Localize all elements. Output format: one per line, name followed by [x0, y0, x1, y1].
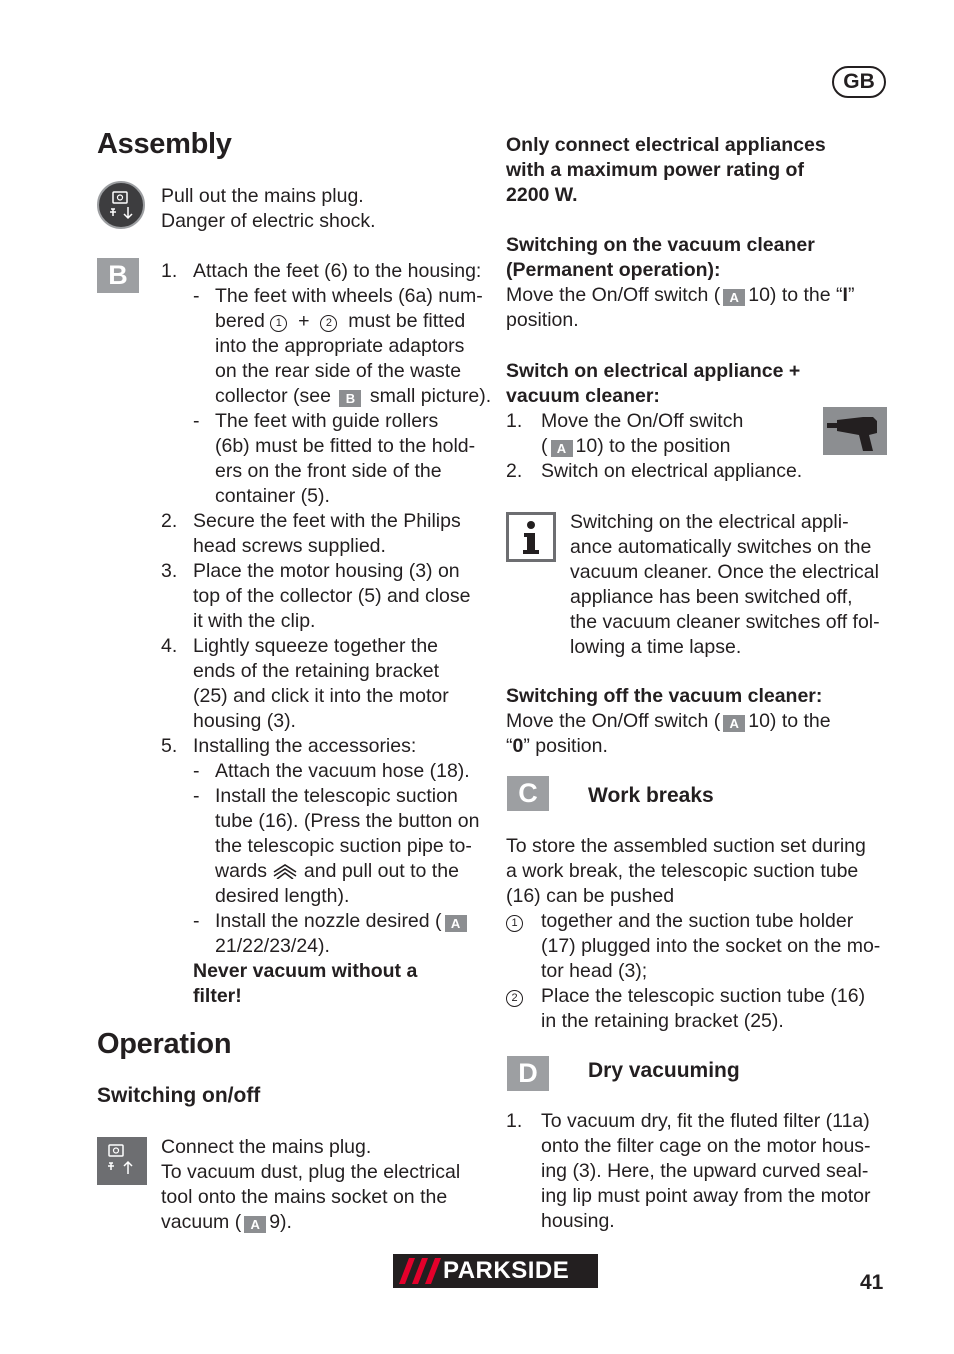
step-1-sub-2	[161, 409, 491, 509]
text-line: Only connect electrical appliances	[506, 134, 826, 156]
text: collector (see	[215, 385, 331, 407]
text-line: Installing the accessories:	[193, 735, 417, 757]
text-line: vacuum cleaner. Once the electrical	[570, 561, 879, 583]
work-breaks-text	[506, 834, 906, 1034]
dry-vacuuming-steps	[506, 1109, 906, 1234]
text-line: Attach the vacuum hose (18).	[215, 760, 470, 782]
text: ” position.	[523, 735, 608, 757]
text-line: Secure the feet with the Philips	[193, 510, 461, 532]
text-line: Place the telescopic suction tube (16)	[541, 985, 866, 1007]
text-line: it with the clip.	[193, 610, 316, 632]
text-line: To vacuum dry, fit the fluted filter (11a)	[541, 1110, 870, 1132]
dash: -	[193, 785, 200, 807]
text-line: Install the telescopic suction	[215, 785, 458, 807]
text: and pull out to the	[303, 860, 459, 882]
dry-step-1	[506, 1109, 906, 1234]
text-line: the vacuum cleaner switches off fol-	[570, 611, 880, 633]
text: +	[298, 310, 310, 332]
subheading: Switching off the vacuum cleaner:	[506, 685, 823, 707]
dash: -	[193, 410, 200, 432]
text: 10) to the	[748, 710, 831, 732]
info-icon	[506, 512, 556, 562]
text-line	[506, 283, 854, 308]
text-line: the telescopic suction pipe to-	[215, 835, 472, 857]
text: ”	[847, 284, 855, 306]
switching-off	[506, 684, 831, 759]
work-breaks-option-2	[506, 984, 906, 1034]
info-note	[570, 510, 880, 660]
step-5-sub-2	[161, 784, 491, 909]
text-line: ends of the retaining bracket	[193, 660, 440, 682]
text-line: a work break, the telescopic suction tube	[506, 860, 859, 882]
text-line: The feet with wheels (6a) num-	[215, 285, 483, 307]
text-line: in the retaining bracket (25).	[541, 1010, 784, 1032]
work-breaks-option-1	[506, 909, 906, 984]
text: (	[541, 435, 548, 457]
text-line: ing lip must point away from the motor	[541, 1185, 871, 1207]
circled-number-1: 1	[506, 915, 523, 932]
dash: -	[193, 910, 200, 932]
step-5-sub-1	[161, 759, 491, 784]
connect-text	[161, 1135, 460, 1235]
assembly-heading: Assembly	[97, 128, 232, 160]
text: 10) to the “	[748, 284, 843, 306]
dry-vacuuming-heading: Dry vacuuming	[588, 1059, 740, 1082]
text-line	[215, 309, 491, 334]
text: Move the On/Off switch (	[506, 284, 721, 306]
text-line: onto the filter cage on the motor hous-	[541, 1135, 871, 1157]
step-1	[161, 259, 491, 284]
drill-icon	[823, 407, 887, 455]
text-line: tool onto the mains socket on the	[161, 1186, 448, 1208]
text-line: Place the motor housing (3) on	[193, 560, 460, 582]
text: bered	[215, 310, 265, 332]
text-line: filter!	[193, 985, 242, 1007]
text-line: (6b) must be fitted to the hold-	[215, 435, 476, 457]
text-line: with a maximum power rating of	[506, 159, 804, 181]
step-number: 1.	[161, 260, 178, 282]
subheading: (Permanent operation):	[506, 259, 721, 281]
text: Install the nozzle desired (	[215, 910, 442, 932]
text-line: housing (3).	[193, 710, 296, 732]
permanent-operation	[506, 233, 854, 333]
text-line: top of the collector (5) and close	[193, 585, 471, 607]
text-line: Switching on the electrical appli-	[570, 511, 849, 533]
text-line: into the appropriate adaptors	[215, 335, 465, 357]
step-5-sub-3	[161, 909, 491, 959]
circled-number-2: 2	[506, 990, 523, 1007]
text-line: on the rear side of the waste	[215, 360, 462, 382]
text-line: (16) can be pushed	[506, 885, 675, 907]
text-line: lowing a time lapse.	[570, 636, 742, 658]
text-line: Never vacuum without a	[193, 960, 418, 982]
text-line: desired length).	[215, 885, 350, 907]
text-line: housing.	[541, 1210, 615, 1232]
unplug-icon	[97, 181, 145, 229]
assembly-steps	[161, 259, 491, 1009]
subheading: Switching on the vacuum cleaner	[506, 234, 815, 256]
figure-ref-a: A	[551, 440, 573, 457]
text-line: tor head (3);	[541, 960, 648, 982]
text: 10) to the position	[575, 435, 731, 457]
text-line	[215, 909, 491, 934]
text: must be fitted	[348, 310, 466, 332]
text-line: To store the assembled suction set during	[506, 835, 866, 857]
text-line: tube (16). (Press the button on	[215, 810, 480, 832]
text-line: ers on the front side of the	[215, 460, 442, 482]
figure-label-b: B	[97, 258, 139, 293]
switching-heading: Switching on/off	[97, 1084, 261, 1107]
text: 9).	[269, 1211, 292, 1233]
figure-label-c: C	[507, 776, 549, 811]
language-badge: GB	[832, 66, 886, 98]
dash: -	[193, 760, 200, 782]
text-line: head screws supplied.	[193, 535, 386, 557]
step-3	[161, 559, 491, 634]
plug-in-icon	[97, 1137, 147, 1185]
text-line: ance automatically switches on the	[570, 536, 872, 558]
text-line	[161, 1210, 460, 1235]
switch-position-on: I	[842, 284, 848, 306]
step-5	[161, 734, 491, 759]
text-line: Lightly squeeze together the	[193, 635, 439, 657]
warning-text	[161, 184, 376, 234]
never-vacuum-warning	[161, 959, 491, 1009]
figure-ref-a: A	[723, 715, 745, 732]
step-number: 1.	[506, 410, 523, 432]
figure-ref-b: B	[339, 390, 361, 407]
page-number: 41	[860, 1271, 884, 1294]
circled-number-1: 1	[270, 315, 287, 332]
text: “	[506, 735, 513, 757]
work-breaks-heading: Work breaks	[588, 784, 714, 807]
step-2	[161, 509, 491, 559]
text-line: Connect the mains plug.	[161, 1136, 372, 1158]
figure-ref-a: A	[723, 289, 745, 306]
text-line: Switch on electrical appliance.	[541, 460, 803, 482]
step-number: 2.	[161, 510, 178, 532]
step-text: Attach the feet (6) to the housing:	[193, 260, 482, 282]
text: wards	[215, 860, 268, 882]
step-number: 5.	[161, 735, 178, 757]
figure-ref-a: A	[244, 1216, 266, 1233]
warning-line: Danger of electric shock.	[161, 210, 376, 232]
text-line: (25) and click it into the motor	[193, 685, 449, 707]
text-line: appliance has been switched off,	[570, 586, 853, 608]
text-line: together and the suction tube holder	[541, 910, 854, 932]
subheading: Switch on electrical appliance +	[506, 360, 801, 382]
text-line: position.	[506, 309, 579, 331]
text-line	[506, 709, 831, 734]
power-rating-warning	[506, 133, 826, 208]
step-1-sub-1	[161, 284, 491, 409]
text-line	[506, 734, 831, 759]
switch-position-off: 0	[512, 735, 524, 757]
step-number: 4.	[161, 635, 178, 657]
circled-number-2: 2	[320, 315, 337, 332]
step-number: 2.	[506, 460, 523, 482]
text-line: The feet with guide rollers	[215, 410, 439, 432]
step-number: 1.	[506, 1110, 523, 1132]
dash: -	[193, 285, 200, 307]
parkside-logo	[393, 1254, 598, 1288]
text-line: container (5).	[215, 485, 330, 507]
text: vacuum (	[161, 1211, 242, 1233]
step-4	[161, 634, 491, 734]
text-line: (17) plugged into the socket on the mo-	[541, 935, 881, 957]
text: Move the On/Off switch (	[506, 710, 721, 732]
text: small picture).	[369, 385, 492, 407]
operation-heading: Operation	[97, 1028, 232, 1060]
arrow-up-icon	[272, 860, 298, 882]
text-line	[215, 859, 491, 884]
text-line: 2200 W.	[506, 184, 578, 206]
text-line: ing (3). Here, the upward curved seal-	[541, 1160, 869, 1182]
step-number: 3.	[161, 560, 178, 582]
figure-ref-a: A	[445, 915, 467, 932]
appliance-step-2	[506, 459, 896, 484]
text-line: To vacuum dust, plug the electrical	[161, 1161, 461, 1183]
figure-label-d: D	[507, 1056, 549, 1091]
text-line	[215, 384, 491, 409]
subheading: vacuum cleaner:	[506, 385, 660, 407]
text-line: 21/22/23/24).	[215, 935, 330, 957]
brand-name: PARKSIDE	[443, 1257, 570, 1284]
warning-line: Pull out the mains plug.	[161, 185, 364, 207]
text-line: Move the On/Off switch	[541, 410, 744, 432]
